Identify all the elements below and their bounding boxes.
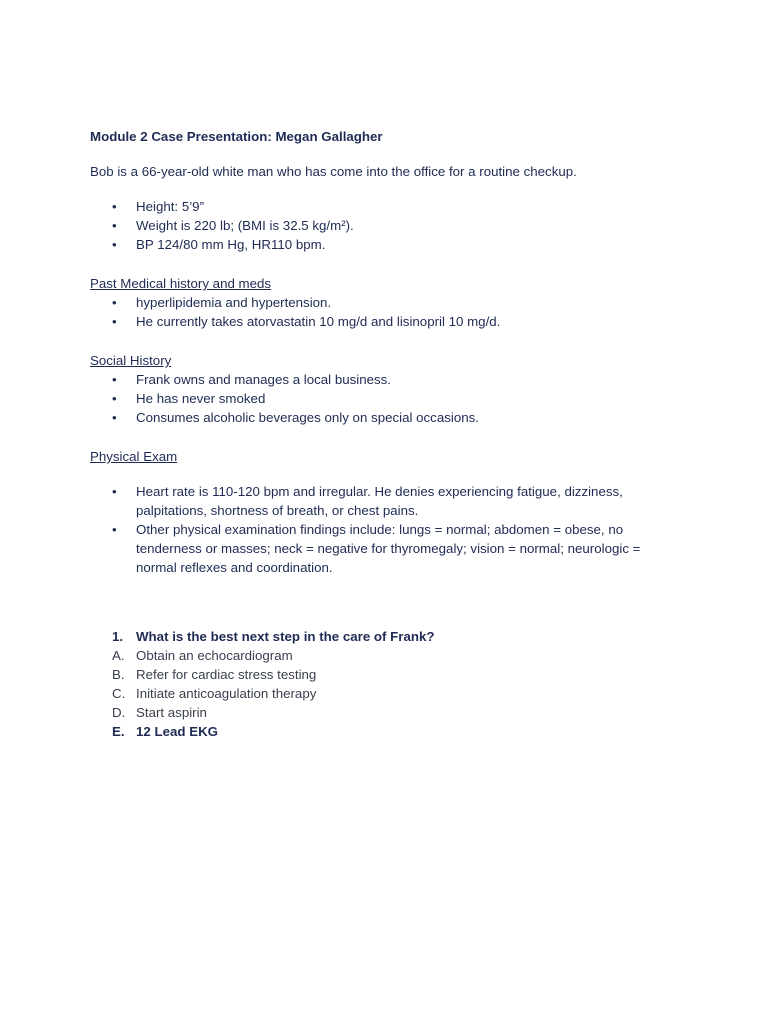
question-number: 1. <box>112 629 124 644</box>
list-item <box>90 408 690 427</box>
social-list <box>90 370 690 427</box>
list-item <box>90 520 670 577</box>
option-text: 12 Lead EKG <box>136 724 219 739</box>
option-letter: A. <box>112 648 125 663</box>
bullet-icon: • <box>112 218 117 233</box>
bullet-icon: • <box>112 522 117 537</box>
option-text: Start aspirin <box>136 705 207 720</box>
question-list <box>90 627 690 741</box>
exam-item: Other physical examination findings include: lungs = normal; abdomen = obese, no tenderness or masses; neck = negative for thyromegaly; vision = normal; neurologic = normal reflexes and coordination. <box>136 522 641 575</box>
bullet-icon: • <box>112 410 117 425</box>
pmh-item: He currently takes atorvastatin 10 mg/d and lisinopril 10 mg/d. <box>136 314 501 329</box>
question-text: What is the best next step in the care of Frank? <box>136 629 435 644</box>
list-item <box>90 235 690 254</box>
option-b <box>90 665 690 684</box>
bullet-icon: • <box>112 372 117 387</box>
list-item <box>90 312 690 331</box>
exam-heading: Physical Exam <box>90 449 178 464</box>
list-item <box>90 389 690 408</box>
list-item <box>90 216 690 235</box>
option-d <box>90 703 690 722</box>
list-item <box>90 293 690 312</box>
option-text: Obtain an echocardiogram <box>136 648 293 663</box>
list-item <box>90 197 690 216</box>
bullet-icon: • <box>112 295 117 310</box>
bullet-icon: • <box>112 199 117 214</box>
option-a <box>90 646 690 665</box>
option-c <box>90 684 690 703</box>
document-title: Module 2 Case Presentation: Megan Gallagher <box>90 129 383 144</box>
bullet-icon: • <box>112 314 117 329</box>
option-text: Refer for cardiac stress testing <box>136 667 317 682</box>
social-heading: Social History <box>90 353 172 368</box>
option-letter: C. <box>112 686 126 701</box>
bullet-icon: • <box>112 237 117 252</box>
list-item <box>90 370 690 389</box>
list-item <box>90 482 670 520</box>
vital-weight: Weight is 220 lb; (BMI is 32.5 kg/m²). <box>136 218 354 233</box>
social-item: He has never smoked <box>136 391 266 406</box>
vital-bp: BP 124/80 mm Hg, HR110 bpm. <box>136 237 326 252</box>
bullet-icon: • <box>112 484 117 499</box>
vital-height: Height: 5’9” <box>136 199 204 214</box>
option-letter: E. <box>112 724 125 739</box>
question-item <box>90 627 690 646</box>
intro-paragraph: Bob is a 66-year-old white man who has come into the office for a routine checkup. <box>90 164 577 179</box>
social-item: Frank owns and manages a local business. <box>136 372 391 387</box>
vitals-list <box>90 197 690 254</box>
social-item: Consumes alcoholic beverages only on special occasions. <box>136 410 479 425</box>
exam-list <box>90 482 670 577</box>
option-letter: B. <box>112 667 125 682</box>
option-e <box>90 722 690 741</box>
pmh-list <box>90 293 690 331</box>
bullet-icon: • <box>112 391 117 406</box>
pmh-heading: Past Medical history and meds <box>90 276 272 291</box>
option-letter: D. <box>112 705 126 720</box>
option-text: Initiate anticoagulation therapy <box>136 686 317 701</box>
exam-item: Heart rate is 110-120 bpm and irregular. He denies experiencing fatigue, dizziness, palpitations, shortness of breath, or chest pains. <box>136 484 623 518</box>
pmh-item: hyperlipidemia and hypertension. <box>136 295 332 310</box>
